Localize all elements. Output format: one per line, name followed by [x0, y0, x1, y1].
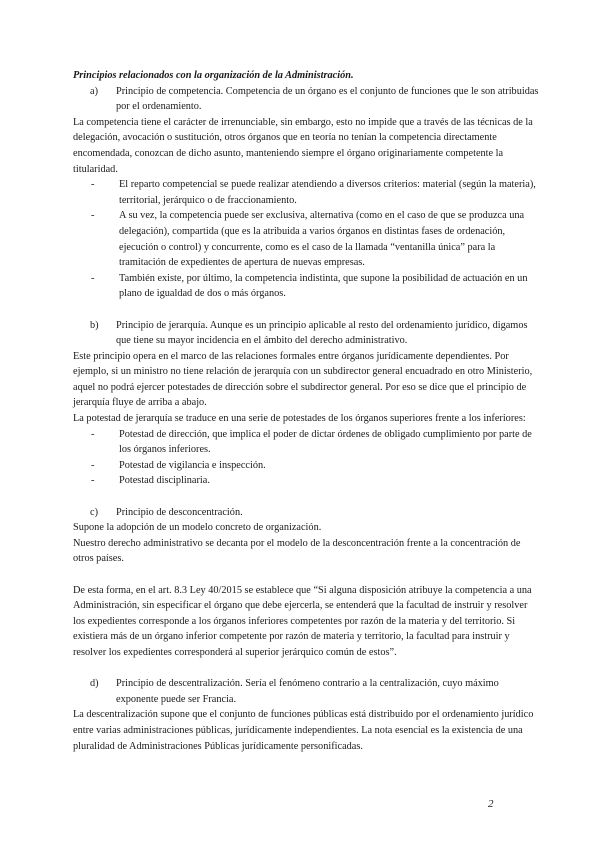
item-b-text: Principio de jerarquía. Aunque es un principio aplicable al resto del ordenamiento jurídico, digamos que tiene su mayor incidencia en el ámbito del derecho administrativo.	[116, 319, 528, 347]
item-b-bullet	[73, 473, 541, 489]
item-c-paragraph: Supone la adopción de un modelo concreto de organización.	[73, 522, 322, 534]
spacer	[73, 567, 541, 583]
item-b-label: b)	[90, 319, 99, 331]
item-a-bullet	[73, 177, 541, 208]
spacer	[73, 489, 541, 505]
bullet-text: También existe, por último, la competencia indistinta, que supone la posibilidad de actuación en un plano de igualdad de dos o más órganos.	[119, 272, 528, 300]
page-number: 2	[488, 798, 494, 810]
item-d-label: d)	[90, 678, 99, 690]
item-c-label: c)	[90, 506, 98, 518]
bullet-text: Potestad disciplinaria.	[119, 475, 210, 487]
item-d-text: Principio de descentralización. Sería el fenómeno contrario a la centralización, cuyo máximo exponente puede ser Francia.	[116, 678, 499, 705]
bullet-dash: -	[91, 272, 95, 284]
item-b-paragraph: Este principio opera en el marco de las relaciones formales entre órganos jurídicamente dependientes. Por ejemplo, si un ministro no tiene relación de jerarquía con un subdirector general encuadrado en otro Ministerio, aquel no podrá ejercer potestades de dirección sobre el subdirector general. Por eso se dice que el principio de jerarquía fluye de arriba a abajo.	[73, 350, 533, 409]
spacer	[73, 302, 541, 318]
bullet-dash: -	[91, 459, 95, 471]
bullet-dash: -	[91, 428, 95, 440]
item-d-paragraph: La descentralización supone que el conjunto de funciones públicas está distribuido por el ordenamiento jurídico entre varias administraciones públicas, jurídicamente independientes. La nota esencial es la existencia de una pluralidad de Administraciones Públicas jurídicamente personificadas.	[73, 709, 534, 752]
item-b-heading	[73, 318, 541, 349]
bullet-dash: -	[91, 179, 95, 191]
item-c-heading	[73, 505, 541, 521]
bullet-text: Potestad de dirección, que implica el poder de dictar órdenes de obligado cumplimiento por parte de los órganos inferiores.	[119, 428, 532, 456]
item-a-label: a)	[90, 85, 98, 97]
bullet-text: El reparto competencial se puede realizar atendiendo a diversos criterios: material (según la materia), territorial, jerárquico o de fraccionamiento.	[119, 179, 536, 206]
item-a-bullet	[73, 208, 541, 270]
item-b-paragraph: La potestad de jerarquía se traduce en una serie de potestades de los órganos superiores frente a los inferiores:	[73, 413, 526, 425]
item-c-text: Principio de desconcentración.	[116, 506, 243, 518]
item-a-paragraph: La competencia tiene el carácter de irrenunciable, sin embargo, esto no impide que a través de las técnicas de la delegación, avocación o sustitución, otros órganos que en teoría no tenían la competencia directamente encomendada, conozcan de dicho asunto, manteniendo siempre el órgano originariamente competente la titularidad.	[73, 116, 533, 175]
item-a-heading	[73, 84, 541, 115]
page-content	[73, 68, 541, 754]
item-a-text: Principio de competencia. Competencia de un órgano es el conjunto de funciones que le son atribuidas por el ordenamiento.	[116, 85, 539, 113]
item-b-bullet	[73, 458, 541, 474]
section-title: Principios relacionados con la organización de la Administración.	[73, 70, 354, 81]
bullet-text: Potestad de vigilancia e inspección.	[119, 459, 266, 471]
item-b-bullet	[73, 427, 541, 458]
item-d-heading	[73, 676, 541, 707]
item-c-paragraph: De esta forma, en el art. 8.3 Ley 40/2015 se establece que “Si alguna disposición atribuye la competencia a una Administración, sin especificar el órgano que debe ejercerla, se entenderá que la facultad de instruir y resolver los expedientes corresponde a los órganos inferiores competentes por razón de la materia y del territorio. Si existiera más de un órgano inferior competente por razón de materia y territorio, la facultad para instruir y resolver los expedientes corresponderá al superior jerárquico común de estos”.	[73, 584, 532, 658]
item-a-bullet	[73, 271, 541, 302]
bullet-dash: -	[91, 475, 95, 487]
bullet-text: A su vez, la competencia puede ser exclusiva, alternativa (como en el caso de que se produzca una delegación), compartida (que es la atribuida a varios órganos en distintas fases de ordenación, ejecución o control) y concurrente, como es el caso de la llamada “ventanilla única” para la tramitación de expedientes de apertura de nuevas empresas.	[119, 210, 525, 269]
bullet-dash: -	[91, 210, 95, 222]
item-c-paragraph: Nuestro derecho administrativo se decanta por el modelo de la desconcentración frente a la concentración de otros países.	[73, 537, 521, 565]
spacer	[73, 661, 541, 677]
